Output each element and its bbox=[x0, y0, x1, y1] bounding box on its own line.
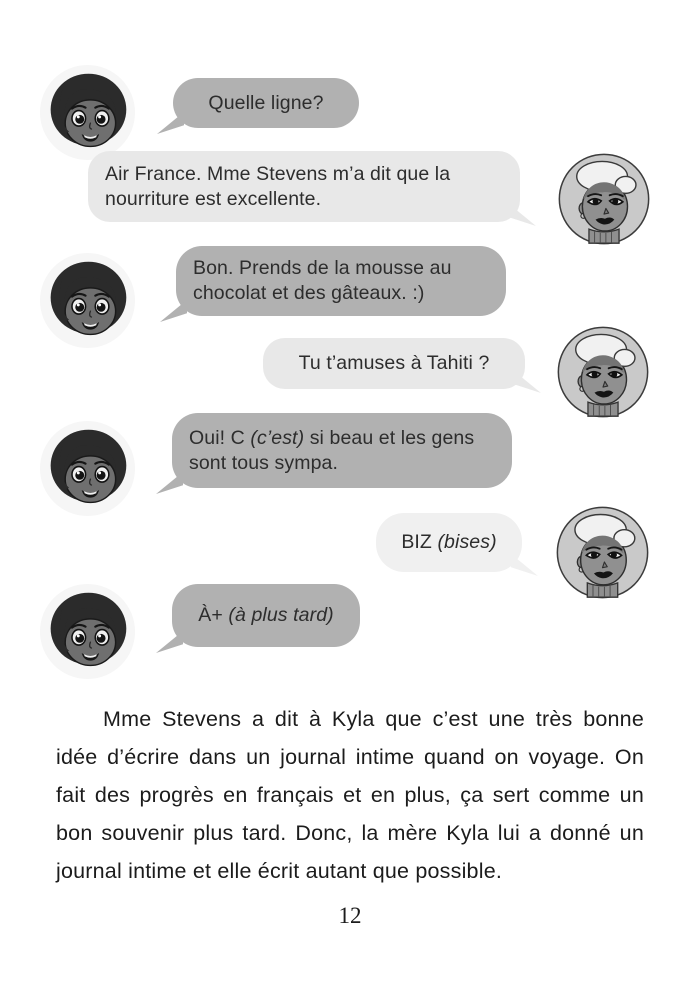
chat-bubble bbox=[172, 584, 360, 647]
blonde-student-avatar bbox=[557, 152, 651, 246]
chat-bubble bbox=[172, 413, 512, 488]
message-text: Air France. Mme Stevens m’a dit que la nourriture est excellente. bbox=[105, 162, 451, 210]
chat-bubble bbox=[176, 246, 506, 316]
blonde-student-avatar bbox=[555, 505, 650, 600]
bubble-tail-right bbox=[511, 553, 538, 576]
message-text bbox=[172, 603, 360, 628]
chat-bubble bbox=[376, 513, 522, 572]
narrative-paragraph: Mme Stevens a dit à Kyla que c’est une très bonne idée d’écrire dans un journal intime quand on voyage. On fait des progrès en français et en plus, ça sert comme un bon souvenir plus tard. Donc, la mère Kyla lui a donné un journal intime et elle écrit autant que possible. bbox=[56, 706, 644, 883]
message-segment: Oui! C bbox=[189, 426, 251, 449]
bubble-tail-left bbox=[156, 630, 183, 653]
message-text: Bon. Prends de la mousse au chocolat et des gâteaux. :) bbox=[193, 257, 452, 304]
dark-haired-student-avatar bbox=[39, 420, 136, 517]
dark-haired-student-avatar bbox=[39, 583, 136, 680]
chat-bubble bbox=[88, 151, 520, 222]
message-segment: À+ bbox=[198, 604, 229, 627]
page-number: 12 bbox=[338, 903, 362, 928]
message-segment: si beau et les gens sont tous sympa. bbox=[189, 426, 475, 474]
message-segment: BIZ bbox=[401, 531, 438, 554]
message-segment-italic: (bises) bbox=[437, 531, 497, 554]
message-text bbox=[172, 426, 512, 476]
message-text: Quelle ligne? bbox=[208, 91, 324, 114]
message-text: Tu t’amuses à Tahiti ? bbox=[298, 352, 490, 375]
dark-haired-student-avatar bbox=[39, 64, 136, 161]
blonde-student-avatar bbox=[556, 325, 650, 419]
message-segment-italic: (c’est) bbox=[250, 426, 305, 449]
dark-haired-student-avatar bbox=[39, 252, 136, 349]
message-text bbox=[376, 530, 522, 555]
chat-bubble bbox=[173, 78, 359, 128]
message-segment-italic: (à plus tard) bbox=[228, 604, 334, 627]
chat-bubble bbox=[263, 338, 525, 389]
